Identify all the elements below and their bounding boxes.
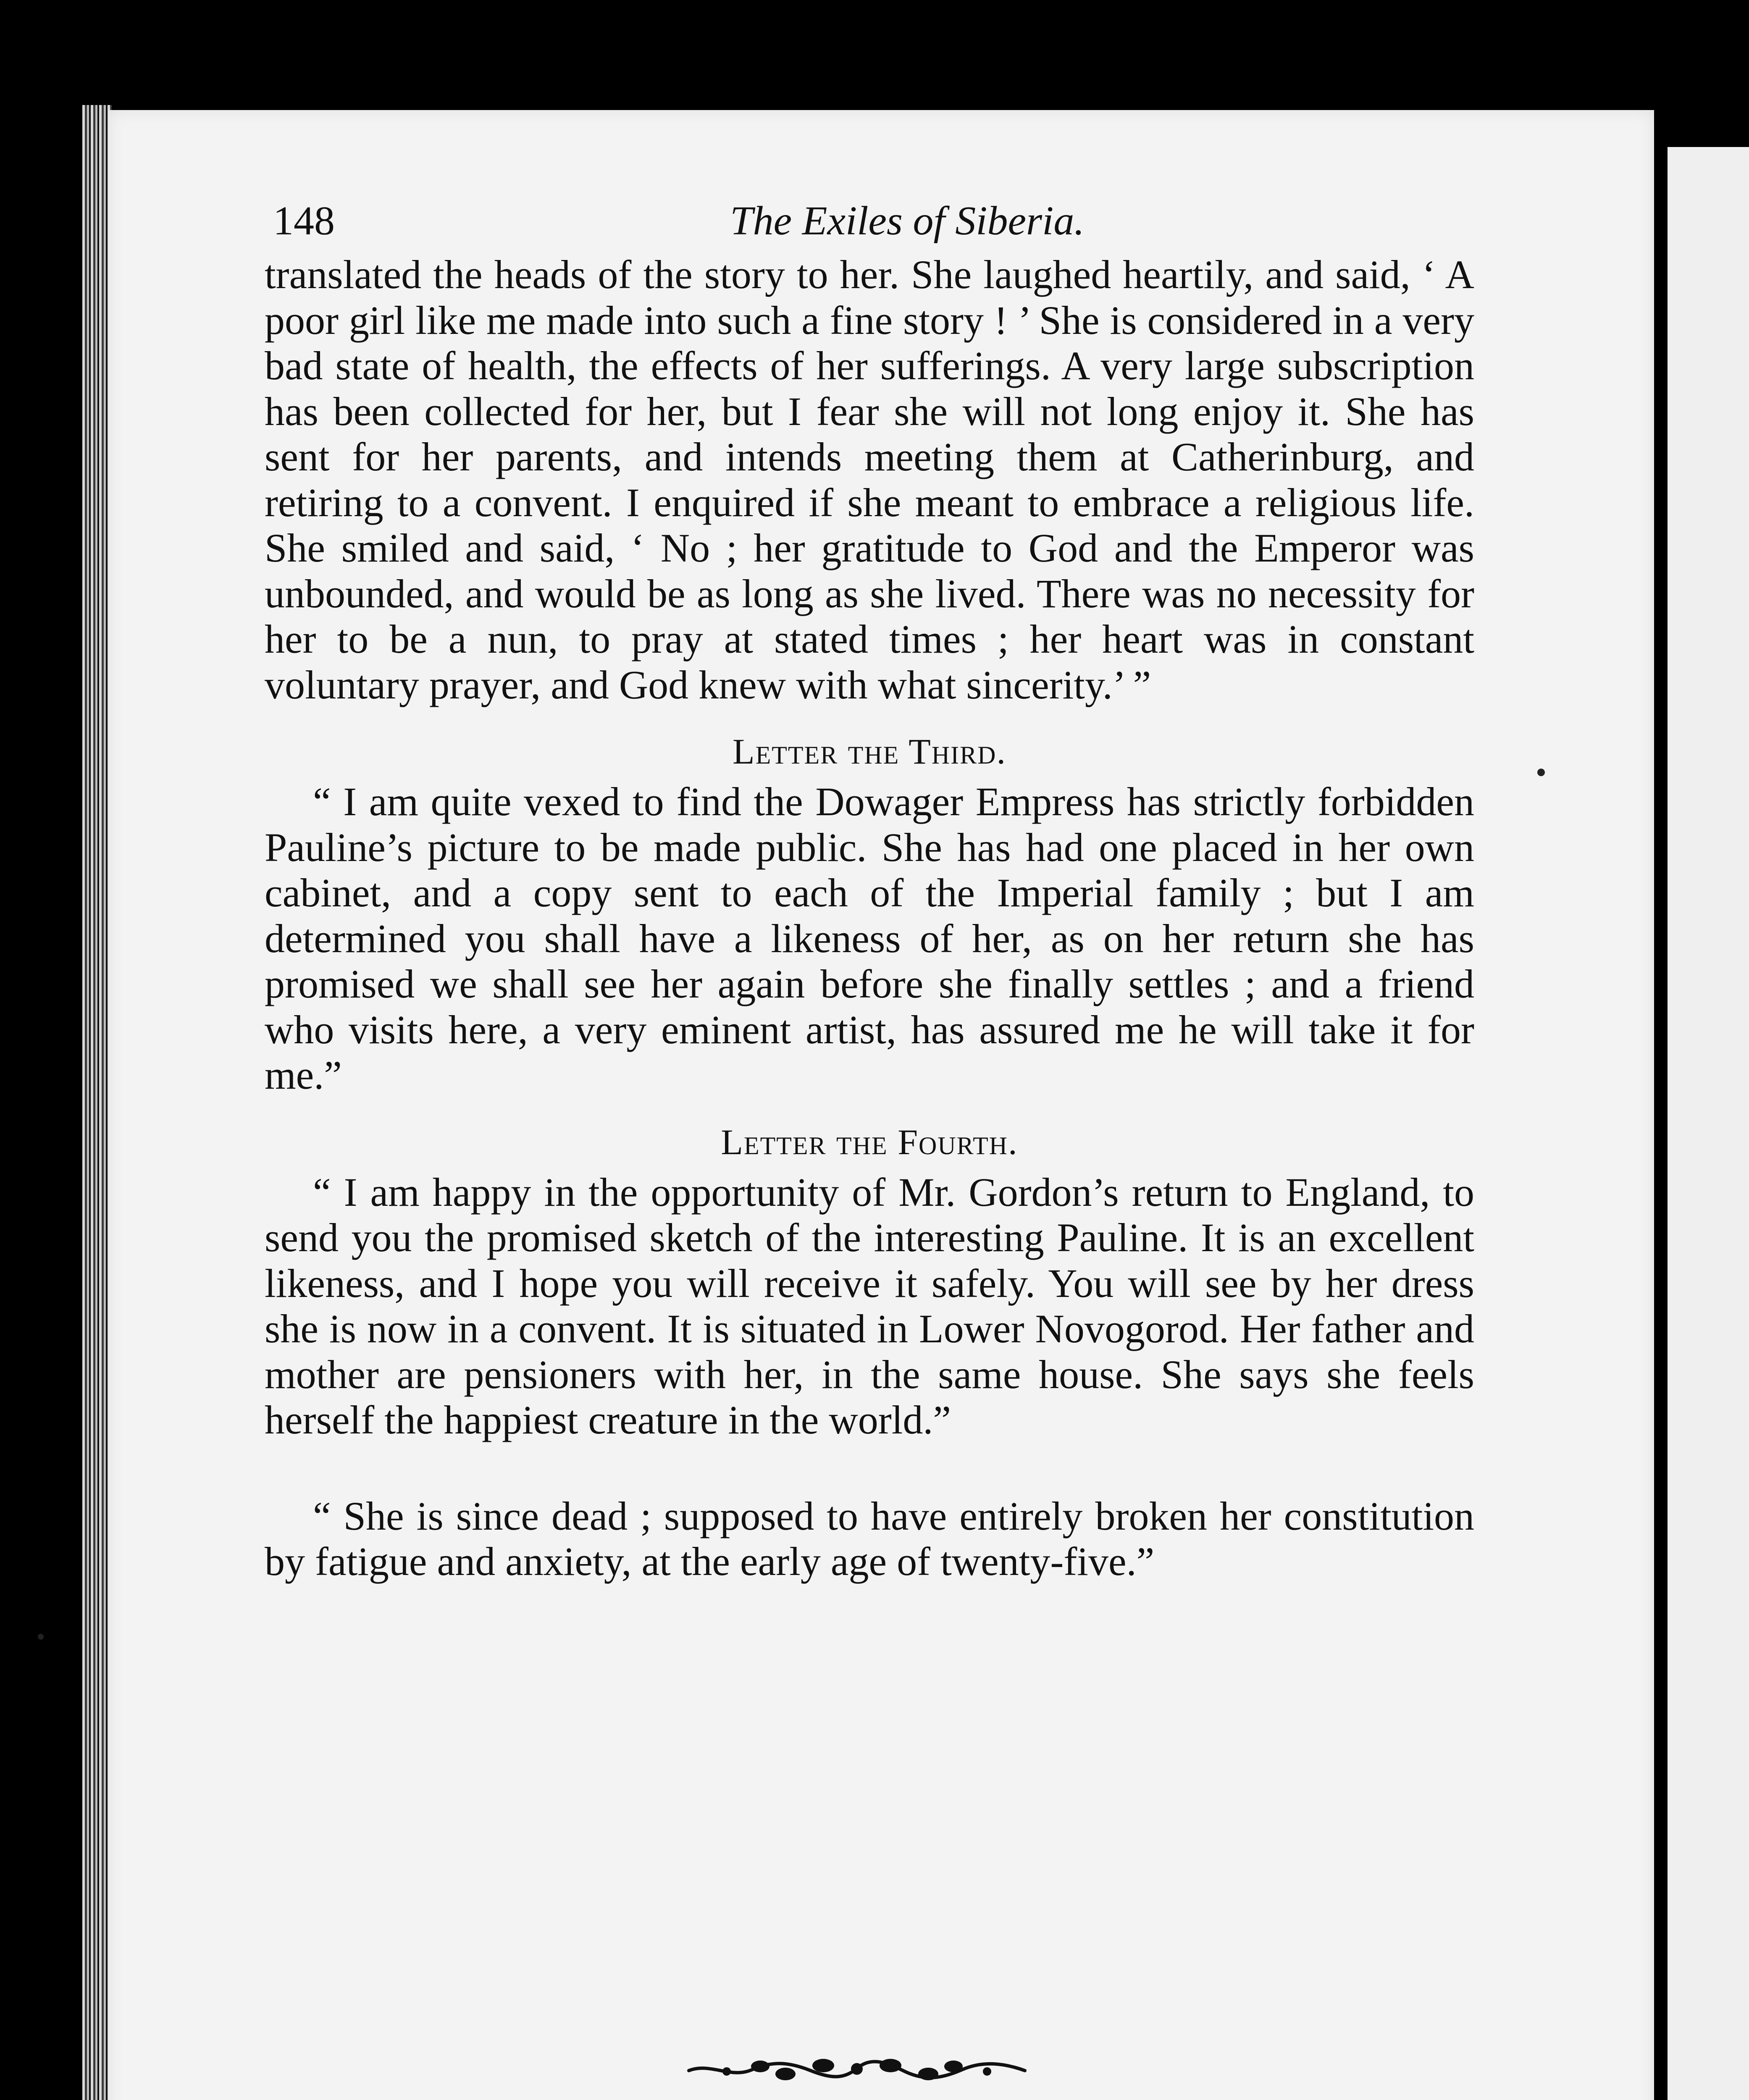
print-speck <box>38 1634 44 1640</box>
heading-letter-fourth: Letter the Fourth. <box>721 1121 1018 1162</box>
paragraph-closing: “ She is since dead ; supposed to have entirely broken her constitution by fatigue and anxiety, at the early age of twenty-five.” <box>265 1493 1474 1584</box>
paragraph-letter-third: “ I am quite vexed to find the Dowager Empress has strictly forbidden Pauline’s picture to be made public. She has had one placed in her own cabinet, and a copy sent to each of the Imperial family ; but I am determined you shall have a likeness of her, as on her return she has promised we shall see her again before she finally settles ; and a friend who visits here, a very eminent artist, has assured me he will take it for me.” <box>265 779 1474 1097</box>
facing-page-sliver <box>1668 147 1749 2100</box>
heading-letter-third: Letter the Third. <box>733 731 1006 772</box>
print-speck <box>1537 769 1545 776</box>
paragraph-continuation: translated the heads of the story to her. She laughed heartily, and said, ‘ A poor girl like me made into such a fine story ! ’ She is considered in a very bad state of health, the effects of her sufferings. A very large subscription has been collected for her, but I fear she will not long enjoy it. She has sent for her parents, and intends meeting them at Catherinburg, and retiring to a convent. I enquired if she meant to embrace a religious life. She smiled and said, ‘ No ; her gratitude to God and the Emperor was unbounded, and would be as long as she lived. There was no necessity for her to be a nun, to pray at stated times ; her heart was in constant voluntary prayer, and God knew with what sincerity.’ ” <box>265 252 1474 707</box>
running-head <box>265 197 1474 252</box>
page-number: 148 <box>273 198 335 244</box>
paragraph-letter-fourth: “ I am happy in the opportunity of Mr. Gordon’s return to England, to send you the promised sketch of the interesting Pauline. It is an excellent likeness, and I hope you will receive it safely. You will see by her dress she is now in a convent. It is situated in Lower Novogorod. Her father and mother are pensioners with her, in the same house. She says she feels herself the happiest creature in the world.” <box>265 1169 1474 1442</box>
paragraph-gap <box>265 1443 1474 1494</box>
running-title: The Exiles of Siberia. <box>730 198 1085 244</box>
stacked-page-edges <box>82 105 112 2100</box>
page-text-block <box>265 197 1474 1585</box>
floral-tailpiece-icon <box>685 2050 1029 2087</box>
